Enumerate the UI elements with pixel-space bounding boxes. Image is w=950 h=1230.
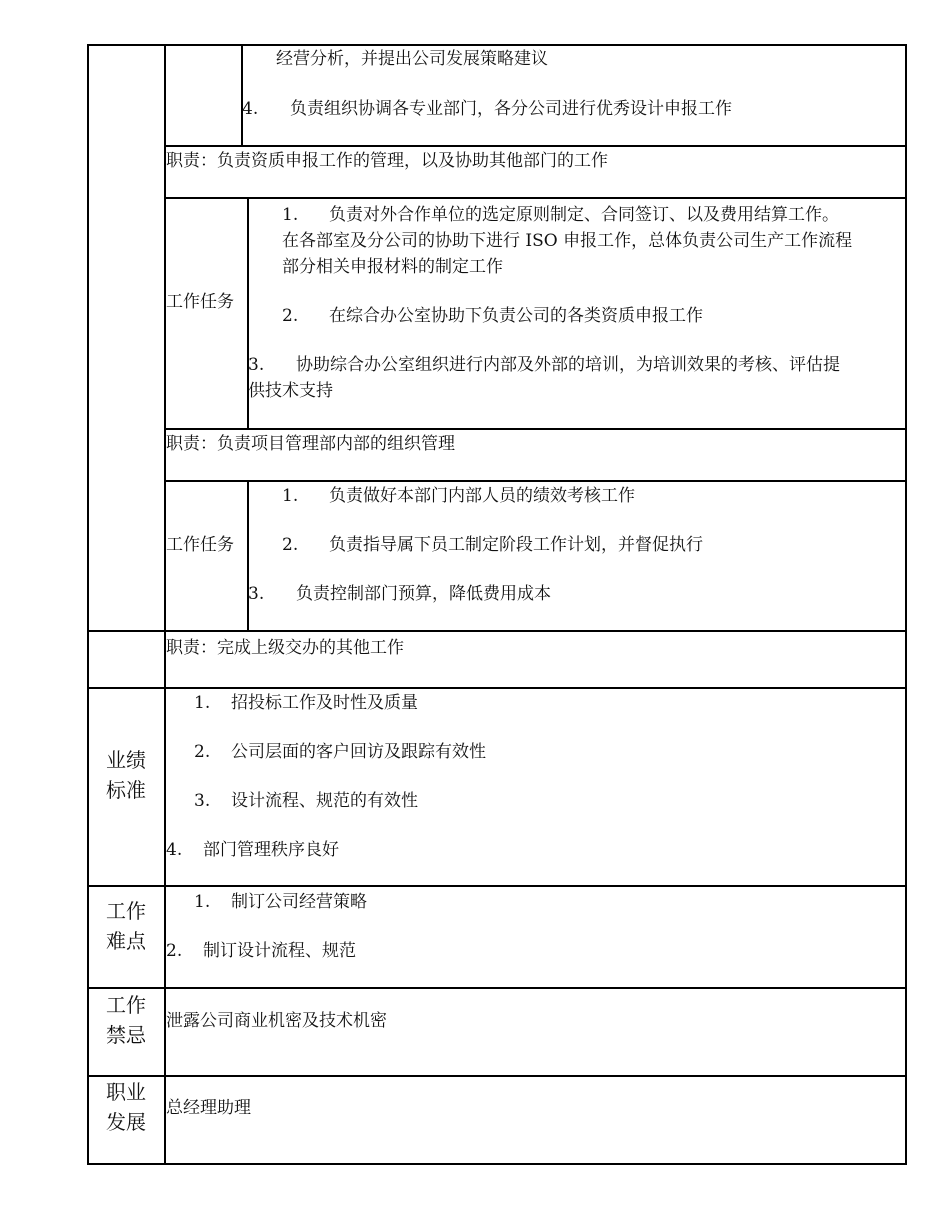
list-item-number: 1. xyxy=(282,486,299,506)
list-item-text: 设计流程、规范的有效性 xyxy=(231,791,418,811)
list-item-text: 负责做好本部门内部人员的绩效考核工作 xyxy=(329,486,635,506)
list-item-text: 招投标工作及时性及质量 xyxy=(231,693,418,713)
list-item-number: 2. xyxy=(166,941,183,961)
label-line: 业绩 xyxy=(106,748,146,772)
career-label xyxy=(91,1077,161,1137)
list-item-text: 部门管理秩序良好 xyxy=(203,840,339,860)
list-item-text: 制订设计流程、规范 xyxy=(203,941,356,961)
label-line: 工作 xyxy=(106,899,146,923)
table-border-bottom xyxy=(87,1163,907,1165)
list-item-number: 2. xyxy=(282,535,299,555)
list-item-number: 2. xyxy=(282,306,299,326)
row-divider xyxy=(164,480,907,482)
difficulty-label xyxy=(91,896,161,956)
task-column-divider xyxy=(241,44,243,146)
table-border-left xyxy=(87,44,89,1165)
task-label: 工作任务 xyxy=(166,292,234,312)
list-item-text: 协助综合办公室组织进行内部及外部的培训，为培训效果的考核、评估提 xyxy=(296,355,840,375)
taboo-text: 泄露公司商业机密及技术机密 xyxy=(166,1011,387,1031)
duty-text: 职责：完成上级交办的其他工作 xyxy=(166,638,404,658)
duty-text: 职责：负责资质申报工作的管理，以及协助其他部门的工作 xyxy=(166,151,608,171)
list-item-number: 4. xyxy=(242,99,259,119)
label-line: 难点 xyxy=(106,929,146,953)
table-border-right xyxy=(905,44,907,1165)
list-item-text: 负责对外合作单位的选定原则制定、合同签订、以及费用结算工作。 xyxy=(329,205,839,225)
label-line: 工作 xyxy=(106,993,146,1017)
list-item-number: 3. xyxy=(248,355,265,375)
task-column-divider xyxy=(247,480,249,631)
list-item-text: 负责控制部门预算，降低费用成本 xyxy=(296,584,551,604)
label-line: 标准 xyxy=(106,778,146,802)
label-line: 发展 xyxy=(106,1110,146,1134)
row-divider xyxy=(164,145,907,147)
row-divider xyxy=(87,1075,907,1077)
job-description-table xyxy=(87,44,907,1165)
list-item-number: 3. xyxy=(248,584,265,604)
list-item-number: 1. xyxy=(194,892,211,912)
list-item-number: 2. xyxy=(194,742,211,762)
list-item-text: 部分相关申报材料的制定工作 xyxy=(282,257,503,277)
task-label: 工作任务 xyxy=(166,535,234,555)
taboo-label xyxy=(91,990,161,1050)
career-text: 总经理助理 xyxy=(166,1098,251,1118)
list-item-text: 在综合办公室协助下负责公司的各类资质申报工作 xyxy=(329,306,703,326)
list-item-text: 负责组织协调各专业部门，各分公司进行优秀设计申报工作 xyxy=(290,99,732,119)
list-item-text: 公司层面的客户回访及跟踪有效性 xyxy=(231,742,486,762)
list-item-text: 供技术支持 xyxy=(248,381,333,401)
list-item-text: 负责指导属下员工制定阶段工作计划，并督促执行 xyxy=(329,535,703,555)
row-divider xyxy=(87,687,907,689)
duty-text: 职责：负责项目管理部内部的组织管理 xyxy=(166,434,455,454)
performance-label xyxy=(91,745,161,805)
row-divider xyxy=(87,987,907,989)
row-divider xyxy=(164,428,907,430)
list-item-text: 在各部室及分公司的协助下进行 ISO 申报工作，总体负责公司生产工作流程 xyxy=(282,231,853,251)
list-item-text: 制订公司经营策略 xyxy=(231,892,367,912)
label-column-divider xyxy=(164,44,166,1165)
table-border-top xyxy=(87,44,907,46)
row-divider xyxy=(164,197,907,199)
label-line: 职业 xyxy=(106,1080,146,1104)
list-item-number: 1. xyxy=(194,693,211,713)
row-divider xyxy=(87,630,907,632)
list-item-number: 3. xyxy=(194,791,211,811)
label-line: 禁忌 xyxy=(106,1023,146,1047)
list-item-number: 1. xyxy=(282,205,299,225)
list-item-text: 经营分析，并提出公司发展策略建议 xyxy=(276,49,548,69)
list-item-number: 4. xyxy=(166,840,183,860)
row-divider xyxy=(87,885,907,887)
